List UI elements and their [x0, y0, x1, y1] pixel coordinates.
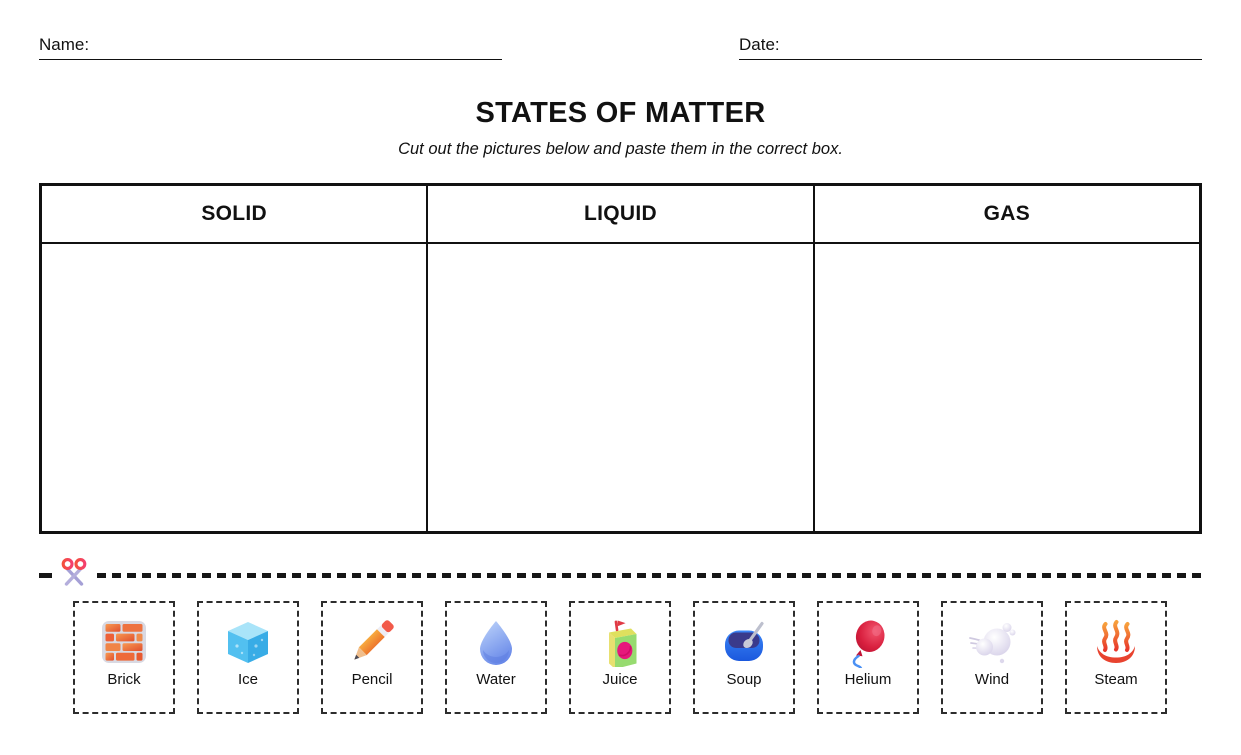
juice-box-icon [594, 616, 646, 668]
cut-out-items [73, 601, 1202, 714]
ice-cube-icon [222, 616, 274, 668]
cut-line-dashes [97, 573, 1202, 578]
date-label: Date: [739, 35, 780, 54]
page-subtitle: Cut out the pictures below and paste them in the correct box. [398, 140, 843, 158]
solid-paste-area[interactable] [42, 244, 428, 531]
item-card-soup[interactable] [693, 601, 795, 714]
item-card-pencil[interactable] [321, 601, 423, 714]
item-label: Wind [974, 671, 1010, 688]
item-label: Helium [844, 671, 892, 688]
gas-paste-area[interactable] [815, 244, 1199, 531]
pencil-icon [346, 616, 398, 668]
header-fields-row [39, 0, 1202, 60]
item-label: Soup [726, 671, 762, 688]
cut-line-start-dash [39, 573, 52, 578]
item-card-wind[interactable] [941, 601, 1043, 714]
sorting-table [39, 183, 1202, 534]
item-label: Water [476, 671, 516, 688]
liquid-paste-area[interactable] [428, 244, 814, 531]
item-card-ice[interactable] [197, 601, 299, 714]
brick-icon [98, 616, 150, 668]
hot-steam-icon [1090, 616, 1142, 668]
item-label: Ice [237, 671, 258, 688]
item-label: Juice [602, 671, 638, 688]
item-card-steam[interactable] [1065, 601, 1167, 714]
item-label: Brick [107, 671, 141, 688]
balloon-icon [842, 616, 894, 668]
date-field[interactable] [739, 35, 1202, 60]
scissors-icon [59, 557, 89, 594]
soup-bowl-icon [718, 616, 770, 668]
wind-puff-icon [966, 616, 1018, 668]
item-card-water[interactable] [445, 601, 547, 714]
name-label: Name: [39, 35, 90, 54]
item-card-juice[interactable] [569, 601, 671, 714]
column-header-liquid: LIQUID [428, 186, 814, 242]
item-card-helium[interactable] [817, 601, 919, 714]
page-title: STATES OF MATTER [475, 97, 766, 129]
table-body-row [42, 244, 1199, 531]
item-card-brick[interactable] [73, 601, 175, 714]
table-header-row [42, 186, 1199, 244]
column-header-solid: SOLID [42, 186, 428, 242]
cut-line [39, 558, 1202, 592]
water-drop-icon [470, 616, 522, 668]
column-header-gas: GAS [983, 202, 1031, 225]
name-field[interactable] [39, 35, 502, 60]
item-label: Pencil [351, 671, 393, 688]
item-label: Steam [1094, 671, 1138, 688]
